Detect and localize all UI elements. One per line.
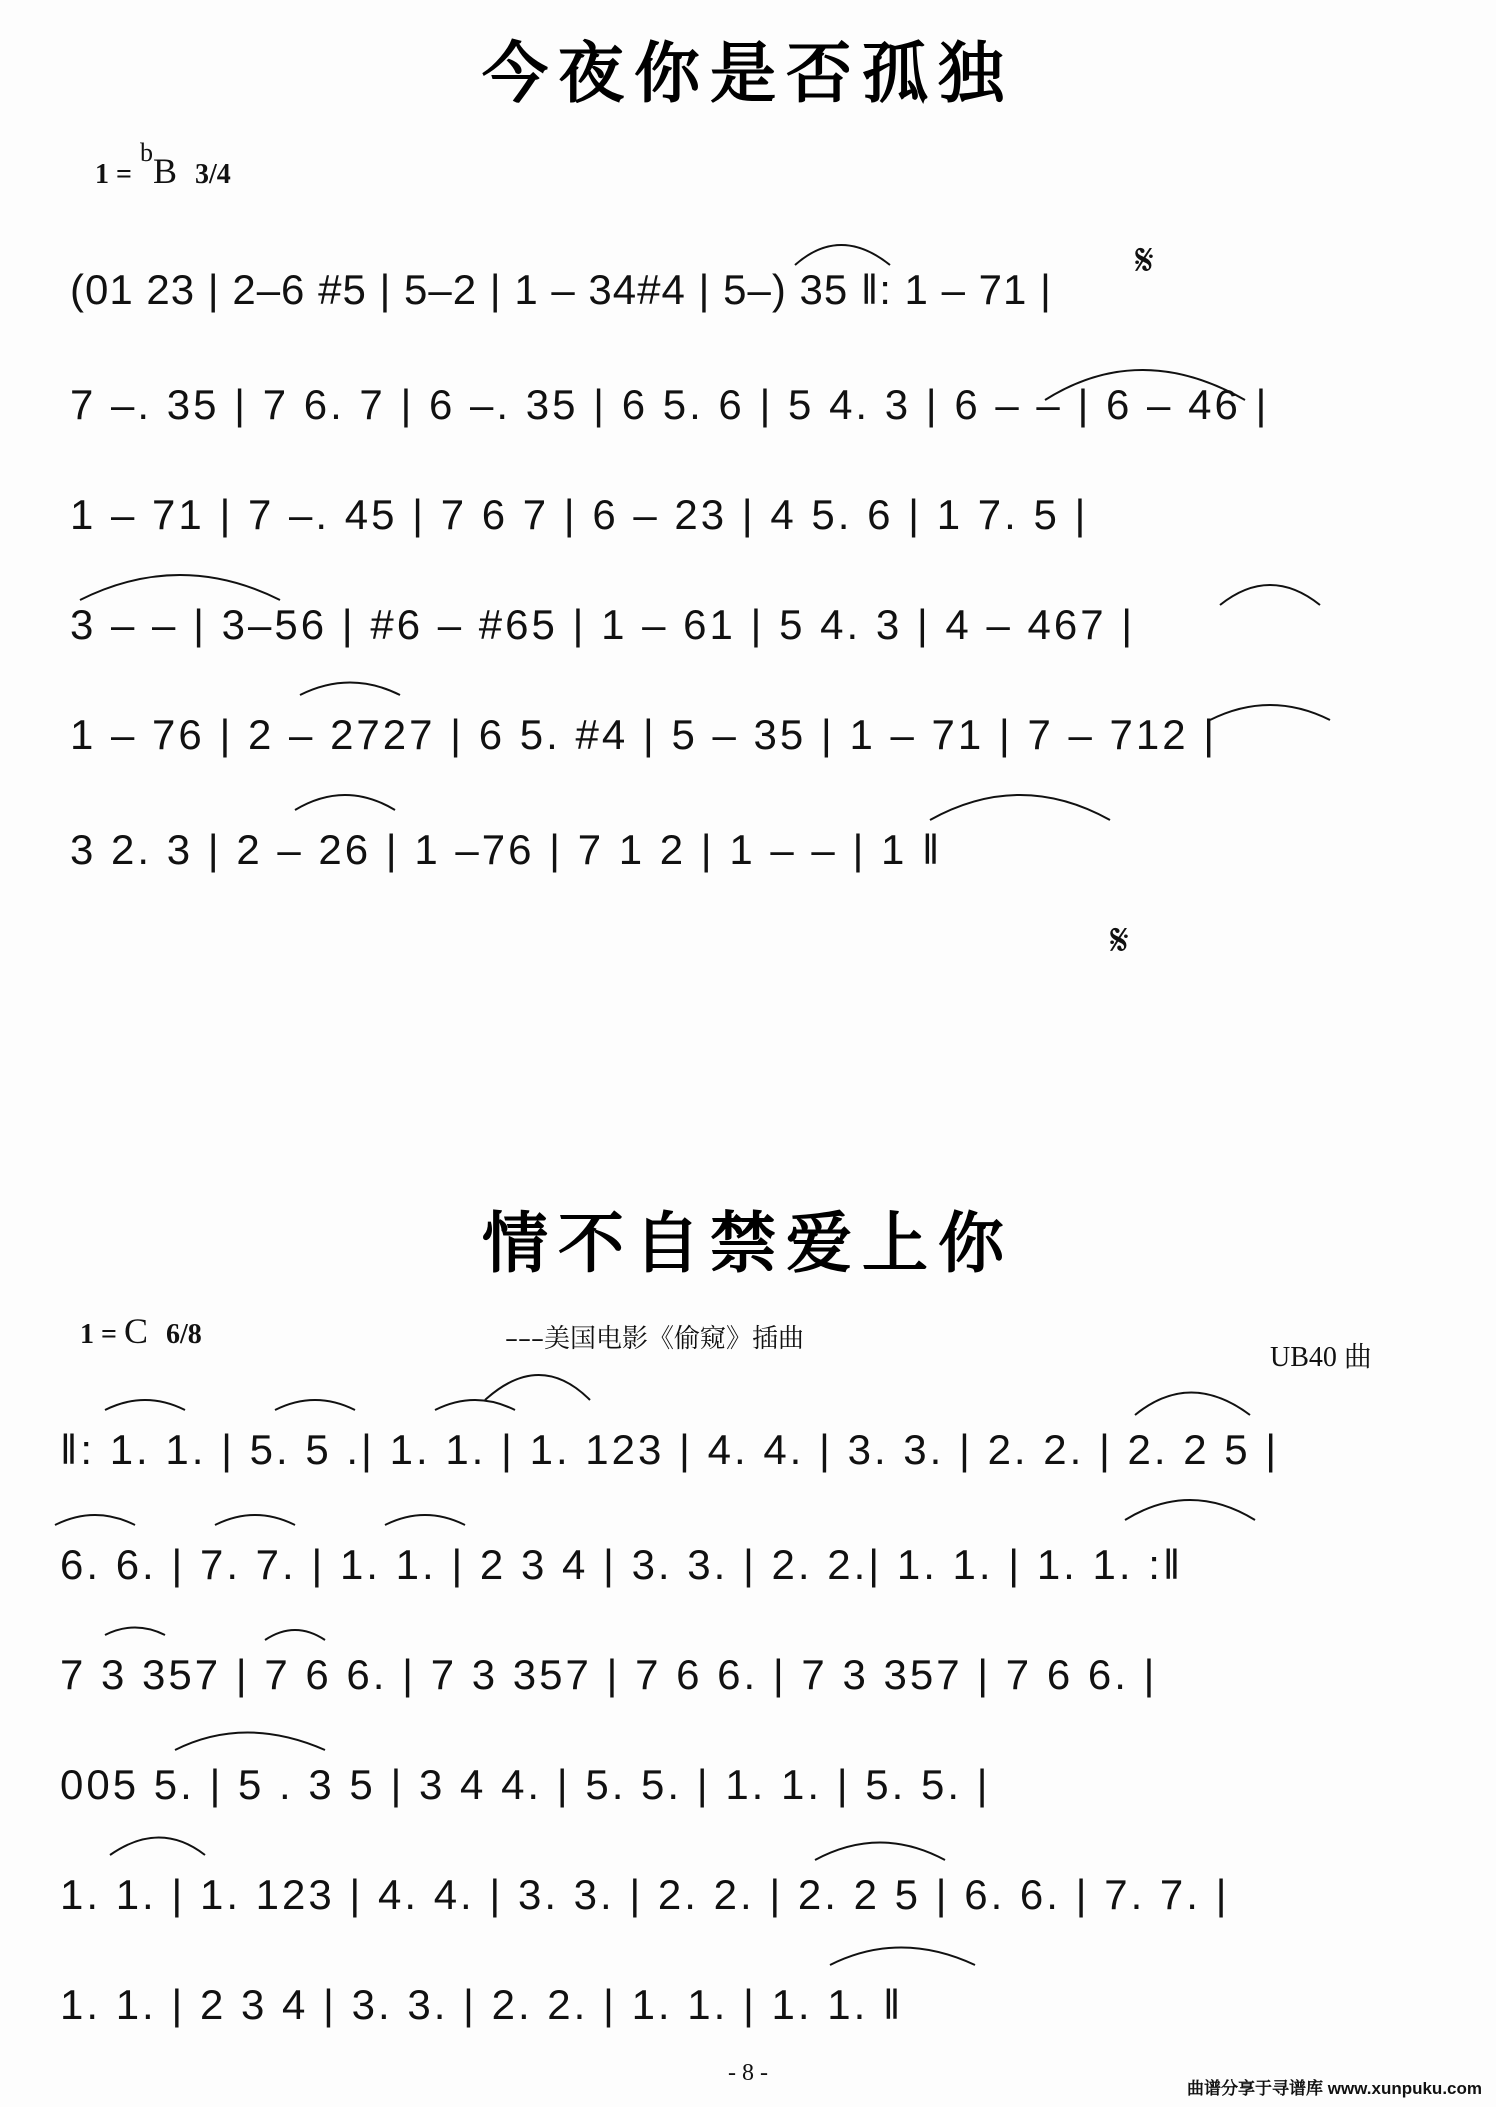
slur	[175, 1733, 325, 1751]
key-flat: b	[139, 138, 153, 167]
site-footer: 曲谱分享于寻谱库 www.xunpuku.com	[1187, 2079, 1482, 2098]
key-note: B	[152, 151, 177, 191]
time-signature: 3/4	[194, 159, 231, 190]
song-2-row-3: 7 3 357 | 7 6 6. | 7 3 357 | 7 6 6. | 7 3 357 | 7 6 6. |	[60, 1651, 1158, 1698]
song-1-row-6: 3 2. 3 | 2 – 26 | 1 –76 | 7 1 2 | 1 – – | 1 ‖	[70, 826, 943, 873]
song-1-title: 今夜你是否孤独	[482, 34, 1014, 112]
page-number: - 8 -	[728, 2060, 768, 2086]
slur	[105, 1400, 185, 1410]
slur	[1125, 1500, 1255, 1520]
slur-row5a	[300, 683, 400, 696]
key-note: C	[123, 1311, 148, 1351]
slur	[110, 1838, 205, 1856]
slur	[385, 1515, 465, 1525]
slur	[55, 1515, 135, 1525]
song-1-row-3: 1 – 71 | 7 –. 45 | 7 6 7 | 6 – 23 | 4 5. 6 | 1 7. 5 |	[70, 491, 1089, 538]
song-2-row-1: ‖: 1. 1. | 5. 5 .| 1. 1. | 1. 123 | 4. 4. | 3. 3. | 2. 2. | 2. 2 5 |	[60, 1426, 1280, 1473]
song-2-row-2: 6. 6. | 7. 7. | 1. 1. | 2 3 4 | 3. 3. | 2. 2.| 1. 1. | 1. 1. :‖	[60, 1541, 1184, 1588]
song-1-row-5: 1 – 76 | 2 – 2727 | 6 5. #4 | 5 – 35 | 1 – 71 | 7 – 712 |	[70, 711, 1218, 758]
song-2-composer: UB40 曲	[1270, 1342, 1372, 1373]
song-1-key-signature	[95, 138, 231, 192]
slur	[1135, 1393, 1250, 1416]
song-2-subtitle: –––美国电影《偷窥》插曲	[505, 1324, 805, 1354]
segno-sign-bottom: 𝄋	[1110, 915, 1129, 966]
slur	[830, 1948, 975, 1966]
song-1-row-2: 7 –. 35 | 7 6. 7 | 6 –. 35 | 6 5. 6 | 5 4. 3 | 6 – – | 6 – 46 |	[70, 381, 1270, 428]
slur	[265, 1630, 325, 1640]
song-2-title: 情不自禁爱上你	[482, 1204, 1014, 1282]
song-2-row-6: 1. 1. | 2 3 4 | 3. 3. | 2. 2. | 1. 1. | 1. 1. ‖	[60, 1981, 904, 2028]
song-2-row-5: 1. 1. | 1. 123 | 4. 4. | 3. 3. | 2. 2. | 2. 2 5 | 6. 6. | 7. 7. |	[60, 1871, 1230, 1918]
key-prefix: 1 =	[95, 159, 132, 190]
slur	[275, 1400, 355, 1410]
song-2-key-signature	[80, 1310, 202, 1352]
song-1-row-1: (01 23 | 2–6 #5 | 5–2 | 1 – 34#4 | 5–) 35 ‖: 1 – 71 |	[70, 266, 1052, 313]
slur	[815, 1843, 945, 1861]
slur	[485, 1375, 590, 1400]
key-prefix: 1 =	[80, 1319, 117, 1350]
song-2-row-4: 005 5. | 5 . 3 5 | 3 4 4. | 5. 5. | 1. 1. | 5. 5. |	[60, 1761, 991, 1808]
slur	[215, 1515, 295, 1525]
segno-sign-top: 𝄋	[1135, 235, 1154, 286]
slur	[435, 1400, 515, 1410]
slur-row6a	[295, 795, 395, 810]
song-1-row-4: 3 – – | 3–56 | #6 – #65 | 1 – 61 | 5 4. 3 | 4 – 467 |	[70, 601, 1136, 648]
slur	[105, 1628, 165, 1636]
time-signature: 6/8	[165, 1319, 202, 1350]
